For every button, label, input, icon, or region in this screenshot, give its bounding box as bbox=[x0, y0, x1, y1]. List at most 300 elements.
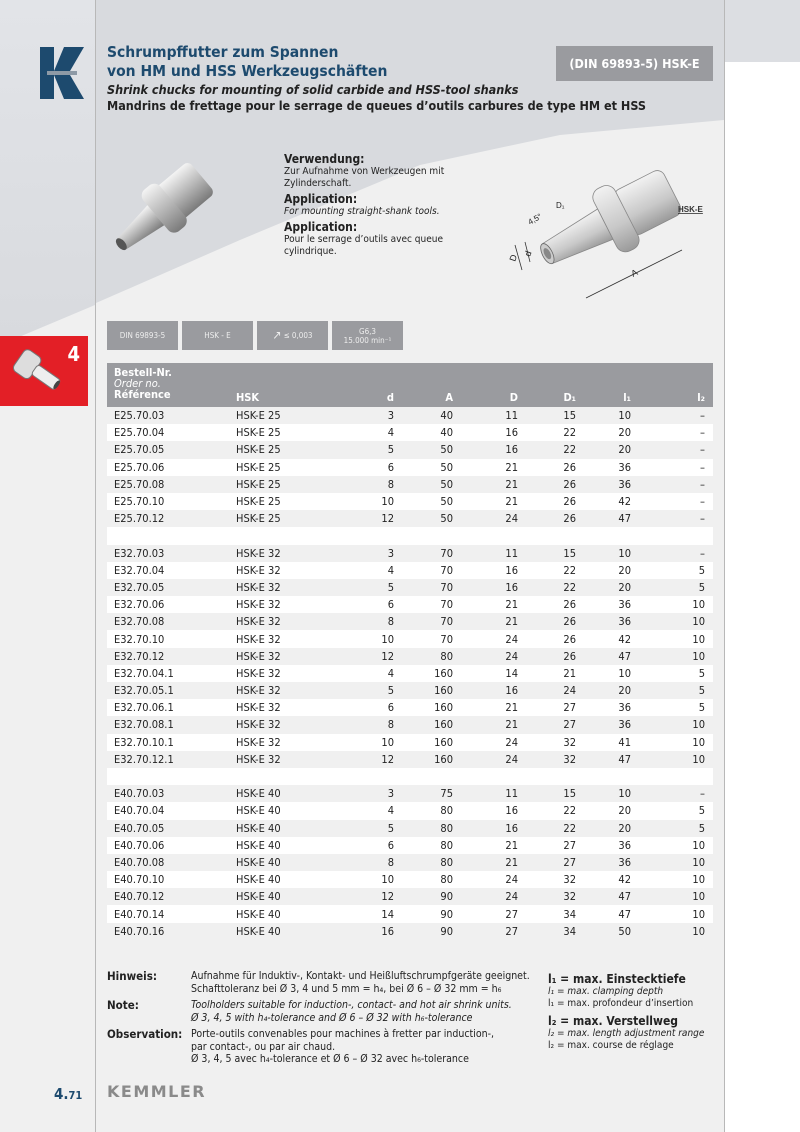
table-row bbox=[107, 407, 713, 424]
cell-D: 27 bbox=[505, 907, 518, 921]
cell-l2: 5 bbox=[698, 580, 705, 594]
application-text-fr: Pour le serrage d’outils avec queue cylindrique. bbox=[284, 234, 443, 257]
cell-D1: 15 bbox=[563, 409, 576, 423]
table-body bbox=[107, 407, 713, 940]
cell-l2: 10 bbox=[692, 598, 705, 612]
header-l2: l₂ bbox=[697, 391, 705, 404]
cell-A: 70 bbox=[440, 563, 453, 577]
cell-D: 16 bbox=[505, 821, 518, 835]
cell-D: 16 bbox=[505, 684, 518, 698]
cell-D: 21 bbox=[505, 838, 518, 852]
cell-l1: 50 bbox=[618, 924, 631, 938]
cell-l1: 10 bbox=[618, 546, 631, 560]
cell-l1: 36 bbox=[618, 838, 631, 852]
cell-d: 6 bbox=[387, 838, 394, 852]
cell-D: 24 bbox=[505, 890, 518, 904]
cell-d: 5 bbox=[387, 821, 394, 835]
cell-order-no: E25.70.04 bbox=[114, 426, 165, 440]
cell-l2: 5 bbox=[698, 666, 705, 680]
cell-l2: – bbox=[700, 477, 705, 491]
table-row bbox=[107, 424, 713, 441]
cell-hsk: HSK-E 40 bbox=[236, 873, 281, 887]
left-divider bbox=[95, 0, 96, 1132]
cell-d: 3 bbox=[387, 546, 394, 560]
table-row bbox=[107, 648, 713, 665]
cell-D1: 26 bbox=[563, 649, 576, 663]
cell-order-no: E32.70.12 bbox=[114, 649, 165, 663]
table-row bbox=[107, 459, 713, 476]
cell-D1: 27 bbox=[563, 855, 576, 869]
cell-l1: 36 bbox=[618, 718, 631, 732]
cell-hsk: HSK-E 32 bbox=[236, 546, 281, 560]
application-text-en: For mounting straight-shank tools. bbox=[284, 206, 440, 217]
cell-D: 24 bbox=[505, 512, 518, 526]
table-group bbox=[107, 545, 713, 768]
table-row bbox=[107, 545, 713, 562]
cell-A: 160 bbox=[434, 684, 453, 698]
cell-hsk: HSK-E 25 bbox=[236, 426, 281, 440]
cell-d: 14 bbox=[381, 907, 394, 921]
notes-block bbox=[107, 970, 547, 1070]
note-french: Observation: Porte-outils convenables pour machines à fretter par induction-, par contact-, ou par air chaud. Ø 3, 4, 5 avec h₄-tolerance et Ø 6 – Ø 32 avec h₆-tolerance bbox=[107, 1027, 495, 1065]
cell-D: 21 bbox=[505, 701, 518, 715]
cell-A: 160 bbox=[434, 735, 453, 749]
cell-hsk: HSK-E 25 bbox=[236, 512, 281, 526]
spec-balance: G6,3 15.000 min⁻¹ bbox=[332, 321, 403, 350]
cell-order-no: E25.70.08 bbox=[114, 477, 165, 491]
header-l1: l₁ bbox=[623, 391, 631, 404]
cell-A: 160 bbox=[434, 752, 453, 766]
cell-d: 5 bbox=[387, 580, 394, 594]
cell-l2: 10 bbox=[692, 632, 705, 646]
application-block bbox=[284, 152, 484, 258]
table-row bbox=[107, 871, 713, 888]
cell-l1: 20 bbox=[618, 426, 631, 440]
cell-l1: 36 bbox=[618, 477, 631, 491]
cell-l1: 10 bbox=[618, 409, 631, 423]
cell-order-no: E25.70.05 bbox=[114, 443, 165, 457]
cell-D: 21 bbox=[505, 598, 518, 612]
table-row bbox=[107, 493, 713, 510]
cell-hsk: HSK-E 25 bbox=[236, 460, 281, 474]
cell-D1: 21 bbox=[563, 666, 576, 680]
cell-A: 80 bbox=[440, 821, 453, 835]
spec-runout: ↗ ≤ 0,003 bbox=[257, 321, 328, 350]
table-row bbox=[107, 751, 713, 768]
cell-l2: 10 bbox=[692, 649, 705, 663]
cell-A: 50 bbox=[440, 443, 453, 457]
title-german-line1: Schrumpffutter zum Spannen bbox=[107, 43, 339, 61]
cell-l1: 20 bbox=[618, 684, 631, 698]
table-row bbox=[107, 441, 713, 458]
cell-D1: 22 bbox=[563, 426, 576, 440]
cell-hsk: HSK-E 40 bbox=[236, 804, 281, 818]
cell-D1: 22 bbox=[563, 821, 576, 835]
header-order-no: Bestell-Nr. Order no. Référence bbox=[114, 366, 172, 401]
cell-hsk: HSK-E 25 bbox=[236, 495, 281, 509]
cell-d: 10 bbox=[381, 873, 394, 887]
spec-standard: DIN 69893-5 bbox=[107, 321, 178, 350]
cell-l2: – bbox=[700, 512, 705, 526]
cell-d: 12 bbox=[381, 649, 394, 663]
cell-l1: 20 bbox=[618, 804, 631, 818]
table-group bbox=[107, 785, 713, 940]
header-d: d bbox=[386, 391, 394, 404]
group-spacer bbox=[107, 768, 713, 785]
cell-l1: 36 bbox=[618, 460, 631, 474]
cell-l1: 47 bbox=[618, 890, 631, 904]
cell-A: 90 bbox=[440, 907, 453, 921]
table-row bbox=[107, 699, 713, 716]
cell-l2: 10 bbox=[692, 615, 705, 629]
cell-D: 16 bbox=[505, 580, 518, 594]
table-row bbox=[107, 905, 713, 922]
table-row bbox=[107, 562, 713, 579]
cell-hsk: HSK-E 25 bbox=[236, 477, 281, 491]
cell-D1: 22 bbox=[563, 563, 576, 577]
title-german-line2: von HM und HSS Werkzeugschäften bbox=[107, 62, 388, 80]
cell-hsk: HSK-E 40 bbox=[236, 924, 281, 938]
cell-l2: – bbox=[700, 546, 705, 560]
cell-l2: 5 bbox=[698, 821, 705, 835]
cell-d: 12 bbox=[381, 512, 394, 526]
cell-l2: – bbox=[700, 409, 705, 423]
cell-l2: 5 bbox=[698, 804, 705, 818]
cell-hsk: HSK-E 25 bbox=[236, 409, 281, 423]
cell-D: 21 bbox=[505, 495, 518, 509]
cell-hsk: HSK-E 32 bbox=[236, 563, 281, 577]
table-row bbox=[107, 888, 713, 905]
cell-D1: 22 bbox=[563, 443, 576, 457]
table-group bbox=[107, 407, 713, 527]
application-heading-de: Verwendung: bbox=[284, 152, 365, 166]
cell-hsk: HSK-E 32 bbox=[236, 666, 281, 680]
cell-A: 80 bbox=[440, 649, 453, 663]
cell-d: 4 bbox=[387, 426, 394, 440]
cell-order-no: E32.70.05.1 bbox=[114, 684, 174, 698]
cell-order-no: E25.70.06 bbox=[114, 460, 165, 474]
diagram-label-D: D bbox=[507, 253, 520, 263]
cell-A: 70 bbox=[440, 615, 453, 629]
note-german: Hinweis: Aufnahme für Induktiv-, Kontakt- und Heißluftschrumpfgeräte geeignet. Schafttoleranz bei Ø 3, 4 und 5 mm = h₄, bei Ø 6 – Ø 32 mm = h₆ bbox=[107, 969, 530, 995]
cell-l2: 10 bbox=[692, 890, 705, 904]
cell-l1: 42 bbox=[618, 495, 631, 509]
table-row bbox=[107, 630, 713, 647]
cell-order-no: E32.70.04 bbox=[114, 563, 165, 577]
cell-D: 24 bbox=[505, 735, 518, 749]
standard-badge: (DIN 69893-5) HSK-E bbox=[556, 46, 713, 81]
cell-A: 70 bbox=[440, 546, 453, 560]
cell-order-no: E40.70.12 bbox=[114, 890, 165, 904]
cell-l2: 5 bbox=[698, 563, 705, 577]
legend-l1-fr: l₁ = max. profondeur d’insertion bbox=[548, 998, 694, 1009]
cell-D: 21 bbox=[505, 477, 518, 491]
right-margin bbox=[725, 62, 800, 1132]
cell-l2: 10 bbox=[692, 907, 705, 921]
cell-d: 6 bbox=[387, 460, 394, 474]
cell-d: 6 bbox=[387, 598, 394, 612]
cell-order-no: E32.70.03 bbox=[114, 546, 165, 560]
cell-l1: 36 bbox=[618, 598, 631, 612]
cell-order-no: E25.70.10 bbox=[114, 495, 165, 509]
cell-l1: 42 bbox=[618, 873, 631, 887]
cell-D: 16 bbox=[505, 443, 518, 457]
table-row bbox=[107, 596, 713, 613]
cell-l1: 36 bbox=[618, 855, 631, 869]
table-row bbox=[107, 820, 713, 837]
cell-l2: 10 bbox=[692, 924, 705, 938]
cell-D: 21 bbox=[505, 615, 518, 629]
cell-order-no: E40.70.04 bbox=[114, 804, 165, 818]
cell-d: 5 bbox=[387, 684, 394, 698]
cell-A: 40 bbox=[440, 426, 453, 440]
cell-A: 80 bbox=[440, 838, 453, 852]
legend-l2-de: l₂ = max. Verstellweg bbox=[548, 1014, 679, 1028]
cell-d: 8 bbox=[387, 477, 394, 491]
cell-order-no: E32.70.06.1 bbox=[114, 701, 174, 715]
cell-D1: 27 bbox=[563, 718, 576, 732]
cell-D1: 32 bbox=[563, 873, 576, 887]
cell-l1: 47 bbox=[618, 512, 631, 526]
cell-order-no: E32.70.08 bbox=[114, 615, 165, 629]
technical-drawing-icon bbox=[500, 150, 725, 315]
cell-order-no: E32.70.12.1 bbox=[114, 752, 174, 766]
cell-l1: 20 bbox=[618, 443, 631, 457]
title-french: Mandrins de frettage pour le serrage de queues d’outils carbures de type HM et HSS bbox=[107, 98, 646, 113]
right-margin-top bbox=[725, 0, 800, 62]
cell-d: 10 bbox=[381, 495, 394, 509]
diagram-label-d: d bbox=[522, 249, 534, 258]
cell-A: 50 bbox=[440, 495, 453, 509]
cell-order-no: E32.70.04.1 bbox=[114, 666, 174, 680]
cell-d: 10 bbox=[381, 735, 394, 749]
cell-A: 75 bbox=[440, 787, 453, 801]
cell-d: 12 bbox=[381, 752, 394, 766]
cell-d: 4 bbox=[387, 804, 394, 818]
diagram-label-hsk: HSK-E bbox=[678, 205, 703, 214]
cell-order-no: E40.70.16 bbox=[114, 924, 165, 938]
cell-d: 5 bbox=[387, 443, 394, 457]
cell-l1: 47 bbox=[618, 752, 631, 766]
cell-D1: 34 bbox=[563, 907, 576, 921]
diagram-label-D1: D₁ bbox=[556, 201, 565, 210]
cell-D1: 22 bbox=[563, 804, 576, 818]
chapter-tab[interactable] bbox=[0, 336, 88, 406]
table-row bbox=[107, 837, 713, 854]
kemmler-k-logo-icon bbox=[40, 47, 84, 99]
cell-d: 6 bbox=[387, 701, 394, 715]
runout-arrow-icon: ↗ bbox=[272, 328, 282, 342]
cell-order-no: E40.70.03 bbox=[114, 787, 165, 801]
cell-A: 40 bbox=[440, 409, 453, 423]
cell-order-no: E25.70.03 bbox=[114, 409, 165, 423]
cell-D: 21 bbox=[505, 460, 518, 474]
diagram-label-A: A bbox=[629, 267, 640, 279]
product-table bbox=[107, 363, 713, 940]
chapter-number: 4 bbox=[67, 342, 80, 366]
legend-l2-fr: l₂ = max. course de réglage bbox=[548, 1040, 674, 1051]
table-row bbox=[107, 716, 713, 733]
cell-order-no: E40.70.08 bbox=[114, 855, 165, 869]
cell-d: 8 bbox=[387, 615, 394, 629]
cell-hsk: HSK-E 32 bbox=[236, 615, 281, 629]
dimension-legend bbox=[548, 972, 723, 1052]
cell-hsk: HSK-E 32 bbox=[236, 580, 281, 594]
cell-D1: 27 bbox=[563, 701, 576, 715]
cell-A: 160 bbox=[434, 666, 453, 680]
cell-D: 16 bbox=[505, 563, 518, 577]
table-row bbox=[107, 579, 713, 596]
cell-D: 16 bbox=[505, 426, 518, 440]
cell-D1: 26 bbox=[563, 477, 576, 491]
header-D: D bbox=[509, 391, 518, 404]
cell-l2: 10 bbox=[692, 855, 705, 869]
cell-hsk: HSK-E 32 bbox=[236, 649, 281, 663]
cell-l2: 10 bbox=[692, 873, 705, 887]
cell-d: 16 bbox=[381, 924, 394, 938]
cell-hsk: HSK-E 25 bbox=[236, 443, 281, 457]
spec-hsk-type: HSK - E bbox=[182, 321, 253, 350]
legend-l1-de: l₁ = max. Einstecktiefe bbox=[548, 972, 686, 986]
cell-hsk: HSK-E 32 bbox=[236, 701, 281, 715]
cell-d: 8 bbox=[387, 718, 394, 732]
cell-d: 3 bbox=[387, 787, 394, 801]
cell-D1: 32 bbox=[563, 735, 576, 749]
cell-A: 80 bbox=[440, 855, 453, 869]
cell-D: 14 bbox=[505, 666, 518, 680]
cell-A: 90 bbox=[440, 890, 453, 904]
cell-l1: 20 bbox=[618, 563, 631, 577]
cell-hsk: HSK-E 32 bbox=[236, 718, 281, 732]
cell-D: 24 bbox=[505, 873, 518, 887]
cell-D: 24 bbox=[505, 752, 518, 766]
cell-order-no: E40.70.14 bbox=[114, 907, 165, 921]
cell-hsk: HSK-E 40 bbox=[236, 907, 281, 921]
cell-A: 80 bbox=[440, 873, 453, 887]
cell-order-no: E40.70.06 bbox=[114, 838, 165, 852]
cell-A: 80 bbox=[440, 804, 453, 818]
cell-l2: 5 bbox=[698, 701, 705, 715]
cell-d: 8 bbox=[387, 855, 394, 869]
page-number: 4.71 bbox=[54, 1085, 83, 1103]
cell-l1: 36 bbox=[618, 701, 631, 715]
cell-l1: 41 bbox=[618, 735, 631, 749]
table-row bbox=[107, 510, 713, 527]
application-heading-fr: Application: bbox=[284, 220, 358, 234]
table-header bbox=[107, 363, 713, 407]
table-row bbox=[107, 682, 713, 699]
cell-d: 10 bbox=[381, 632, 394, 646]
cell-D: 21 bbox=[505, 855, 518, 869]
cell-order-no: E32.70.05 bbox=[114, 580, 165, 594]
cell-l1: 42 bbox=[618, 632, 631, 646]
cell-A: 50 bbox=[440, 460, 453, 474]
cell-D1: 32 bbox=[563, 752, 576, 766]
cell-l1: 47 bbox=[618, 649, 631, 663]
product-photo-icon bbox=[100, 150, 250, 265]
table-row bbox=[107, 802, 713, 819]
cell-D: 11 bbox=[505, 546, 518, 560]
cell-D1: 27 bbox=[563, 838, 576, 852]
cell-l1: 20 bbox=[618, 821, 631, 835]
header-D1: D₁ bbox=[563, 391, 576, 404]
header-hsk: HSK bbox=[236, 391, 260, 404]
cell-hsk: HSK-E 32 bbox=[236, 684, 281, 698]
note-english: Note: Toolholders suitable for induction-, contact- and hot air shrink units. Ø 3, 4, 5 with h₄-tolerance and Ø 6 – Ø 32 with h₆-tolerance bbox=[107, 998, 512, 1024]
title-english: Shrink chucks for mounting of solid carbide and HSS-tool shanks bbox=[107, 82, 519, 97]
table-row bbox=[107, 613, 713, 630]
table-row bbox=[107, 734, 713, 751]
cell-d: 12 bbox=[381, 890, 394, 904]
brand-name: KEMMLER bbox=[107, 1082, 207, 1101]
legend-l2-en: l₂ = max. length adjustment range bbox=[548, 1028, 705, 1039]
cell-order-no: E32.70.06 bbox=[114, 598, 165, 612]
header-A: A bbox=[445, 391, 453, 404]
cell-D1: 24 bbox=[563, 684, 576, 698]
cell-l1: 10 bbox=[618, 787, 631, 801]
cell-order-no: E40.70.05 bbox=[114, 821, 165, 835]
cell-hsk: HSK-E 40 bbox=[236, 787, 281, 801]
cell-d: 3 bbox=[387, 409, 394, 423]
table-row bbox=[107, 665, 713, 682]
cell-l2: 5 bbox=[698, 684, 705, 698]
cell-D: 11 bbox=[505, 787, 518, 801]
cell-l2: – bbox=[700, 495, 705, 509]
cell-D1: 22 bbox=[563, 580, 576, 594]
cell-A: 70 bbox=[440, 632, 453, 646]
cell-hsk: HSK-E 32 bbox=[236, 752, 281, 766]
cell-hsk: HSK-E 40 bbox=[236, 821, 281, 835]
cell-hsk: HSK-E 40 bbox=[236, 838, 281, 852]
cell-order-no: E32.70.10.1 bbox=[114, 735, 174, 749]
cell-D: 24 bbox=[505, 649, 518, 663]
cell-l2: – bbox=[700, 460, 705, 474]
cell-D1: 26 bbox=[563, 632, 576, 646]
cell-A: 90 bbox=[440, 924, 453, 938]
cell-D1: 26 bbox=[563, 495, 576, 509]
cell-A: 70 bbox=[440, 598, 453, 612]
diagram-label-angle: 4,5° bbox=[526, 211, 544, 227]
cell-order-no: E32.70.10 bbox=[114, 632, 165, 646]
cell-D: 11 bbox=[505, 409, 518, 423]
application-heading-en: Application: bbox=[284, 192, 358, 206]
legend-l1-en: l₁ = max. clamping depth bbox=[548, 986, 664, 997]
cell-D1: 26 bbox=[563, 512, 576, 526]
cell-hsk: HSK-E 32 bbox=[236, 632, 281, 646]
cell-D: 21 bbox=[505, 718, 518, 732]
cell-hsk: HSK-E 32 bbox=[236, 598, 281, 612]
cell-l2: 10 bbox=[692, 735, 705, 749]
cell-hsk: HSK-E 40 bbox=[236, 890, 281, 904]
cell-l2: 10 bbox=[692, 752, 705, 766]
cell-order-no: E32.70.08.1 bbox=[114, 718, 174, 732]
cell-A: 160 bbox=[434, 701, 453, 715]
cell-l2: – bbox=[700, 426, 705, 440]
cell-l1: 10 bbox=[618, 666, 631, 680]
cell-D1: 32 bbox=[563, 890, 576, 904]
spec-badges bbox=[107, 321, 403, 350]
cell-D1: 26 bbox=[563, 460, 576, 474]
cell-A: 70 bbox=[440, 580, 453, 594]
cell-A: 50 bbox=[440, 477, 453, 491]
cell-order-no: E25.70.12 bbox=[114, 512, 165, 526]
cell-hsk: HSK-E 32 bbox=[236, 735, 281, 749]
cell-D: 27 bbox=[505, 924, 518, 938]
cell-l1: 36 bbox=[618, 615, 631, 629]
table-row bbox=[107, 923, 713, 940]
cell-l1: 47 bbox=[618, 907, 631, 921]
cell-D1: 26 bbox=[563, 615, 576, 629]
